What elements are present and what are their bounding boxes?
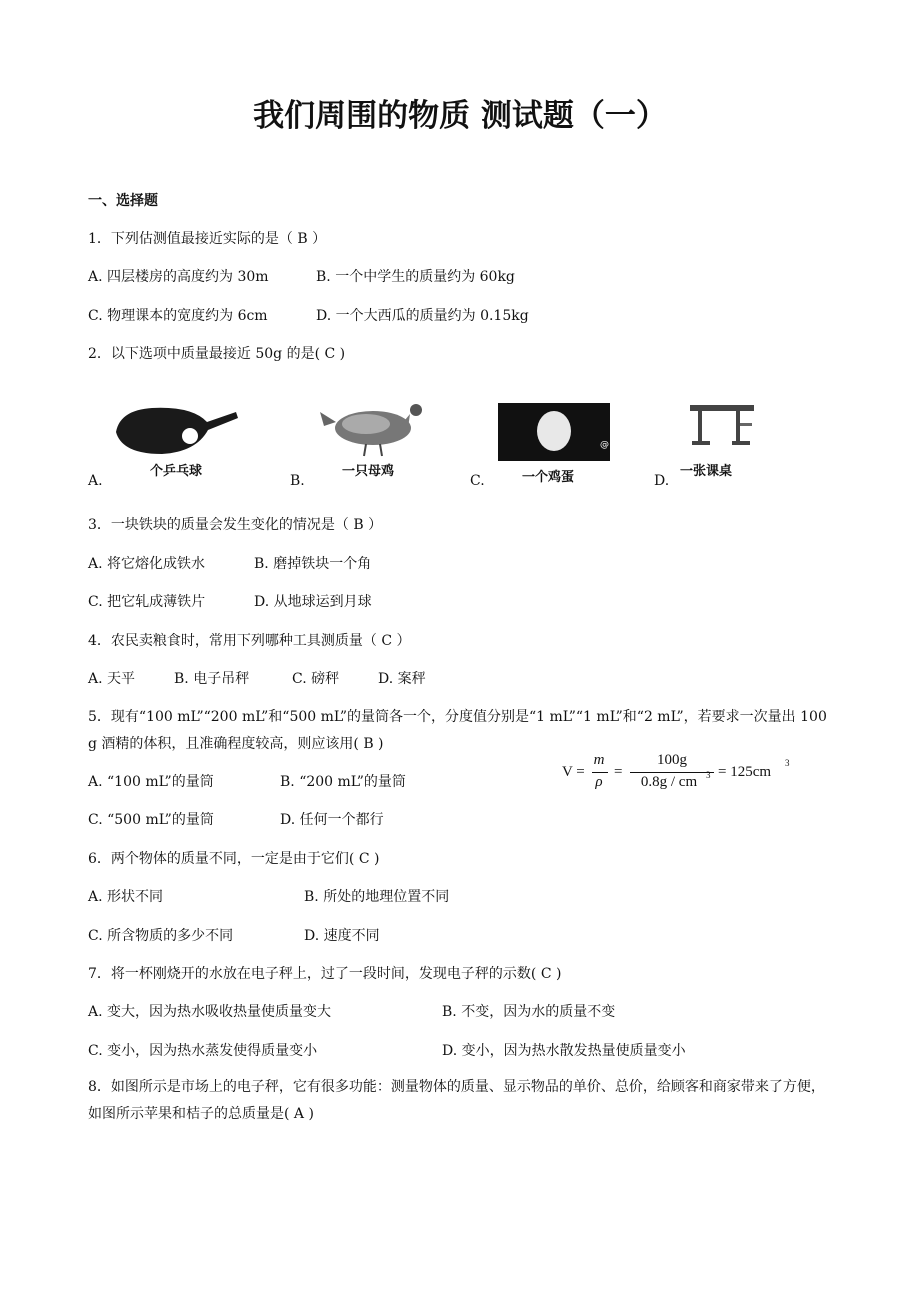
question-6-stem: 6．两个物体的质量不同，一定是由于它们( C ) — [88, 851, 380, 867]
question-5-option-a: A. “100 mL”的量筒 — [88, 774, 214, 790]
question-4-option-d: D. 案秤 — [378, 671, 426, 687]
desk-caption: 一张课桌 — [680, 464, 733, 479]
question-2-option-d: D. — [654, 473, 670, 489]
formula-numerator: 100g — [657, 752, 687, 768]
question-5-option-b: B. “200 mL”的量筒 — [280, 774, 406, 790]
ping-pong-ball-image — [112, 400, 252, 456]
formula-denominator: 0.8g / cm — [640, 774, 698, 790]
page-title: 我们周围的物质 测试题（一） — [253, 98, 667, 134]
formula-result-exponent: 3 — [785, 758, 790, 768]
formula-eq1: = — [614, 764, 623, 780]
question-5-option-d: D. 任何一个都行 — [280, 812, 384, 828]
question-7-option-a: A. 变大，因为热水吸收热量使质量变大 — [88, 1004, 332, 1020]
question-3-stem: 3．一块铁块的质量会发生变化的情况是（ B ） — [88, 517, 383, 533]
question-4-option-b: B. 电子吊秤 — [174, 671, 250, 687]
question-6-option-b: B. 所处的地理位置不同 — [304, 889, 450, 905]
question-4-option-a: A. 天平 — [88, 671, 136, 687]
question-3-option-d: D. 从地球运到月球 — [254, 594, 372, 610]
question-2-option-a: A. — [88, 473, 103, 489]
question-1-option-d: D. 一个大西瓜的质量约为 0.15kg — [316, 308, 529, 324]
formula-m: m — [593, 752, 605, 768]
question-2-option-b: B. — [290, 473, 305, 489]
density-formula — [562, 752, 792, 796]
question-5-stem: 5．现有“100 mL”“200 mL”和“500 mL”的量筒各一个，分度值分别是“1 mL”“1 mL”和“2 mL”，若要求一次量出 100 g 酒精的体积，且准确程度较高，则应该用( B ) — [88, 709, 827, 752]
question-3-option-a: A. 将它熔化成铁水 — [88, 556, 206, 572]
formula-rho: ρ — [595, 774, 603, 790]
formula-lhs: V = — [562, 764, 585, 780]
hen-image — [318, 398, 430, 460]
egg-image — [498, 403, 610, 461]
question-6-option-d: D. 速度不同 — [304, 928, 380, 944]
question-6-option-c: C. 所含物质的多少不同 — [88, 928, 234, 944]
ping-pong-ball-caption: 个乒乓球 — [150, 464, 203, 479]
question-7-option-c: C. 变小，因为热水蒸发使得质量变小 — [88, 1043, 318, 1059]
svg-text:@: @ — [600, 440, 609, 450]
question-1-stem: 1．下列估测值最接近实际的是（ B ） — [88, 231, 327, 247]
formula-result: = 125cm — [718, 764, 772, 780]
question-7-option-d: D. 变小，因为热水散发热量使质量变小 — [442, 1043, 686, 1059]
question-3-option-b: B. 磨掉铁块一个角 — [254, 556, 372, 572]
formula-den-exponent: 3 — [706, 770, 711, 780]
hen-caption: 一只母鸡 — [342, 464, 395, 479]
question-5-option-c: C. “500 mL”的量筒 — [88, 812, 214, 828]
question-3-option-c: C. 把它轧成薄铁片 — [88, 594, 206, 610]
question-6-option-a: A. 形状不同 — [88, 889, 164, 905]
section-heading: 一、选择题 — [88, 193, 158, 209]
question-2-option-c: C. — [470, 473, 485, 489]
desk-image — [686, 403, 756, 447]
question-4-stem: 4．农民卖粮食时，常用下列哪种工具测质量（ C ） — [88, 633, 411, 649]
question-1-option-b: B. 一个中学生的质量约为 60kg — [316, 269, 515, 285]
question-7-option-b: B. 不变，因为水的质量不变 — [442, 1004, 616, 1020]
question-7-stem: 7．将一杯刚烧开的水放在电子秤上，过了一段时间，发现电子秤的示数( C ) — [88, 966, 562, 982]
question-4-option-c: C. 磅秤 — [292, 671, 340, 687]
egg-caption: 一个鸡蛋 — [522, 470, 575, 485]
question-8-stem: 8．如图所示是市场上的电子秤，它有很多功能：测量物体的质量、显示物品的单价、总价，给顾客和商家带来了方便，如图所示苹果和桔子的总质量是( A ) — [88, 1079, 825, 1122]
question-1-option-a: A. 四层楼房的高度约为 30m — [88, 269, 269, 285]
question-1-option-c: C. 物理课本的宽度约为 6cm — [88, 308, 268, 324]
question-2-stem: 2．以下选项中质量最接近 50g 的是( C ) — [88, 346, 346, 362]
